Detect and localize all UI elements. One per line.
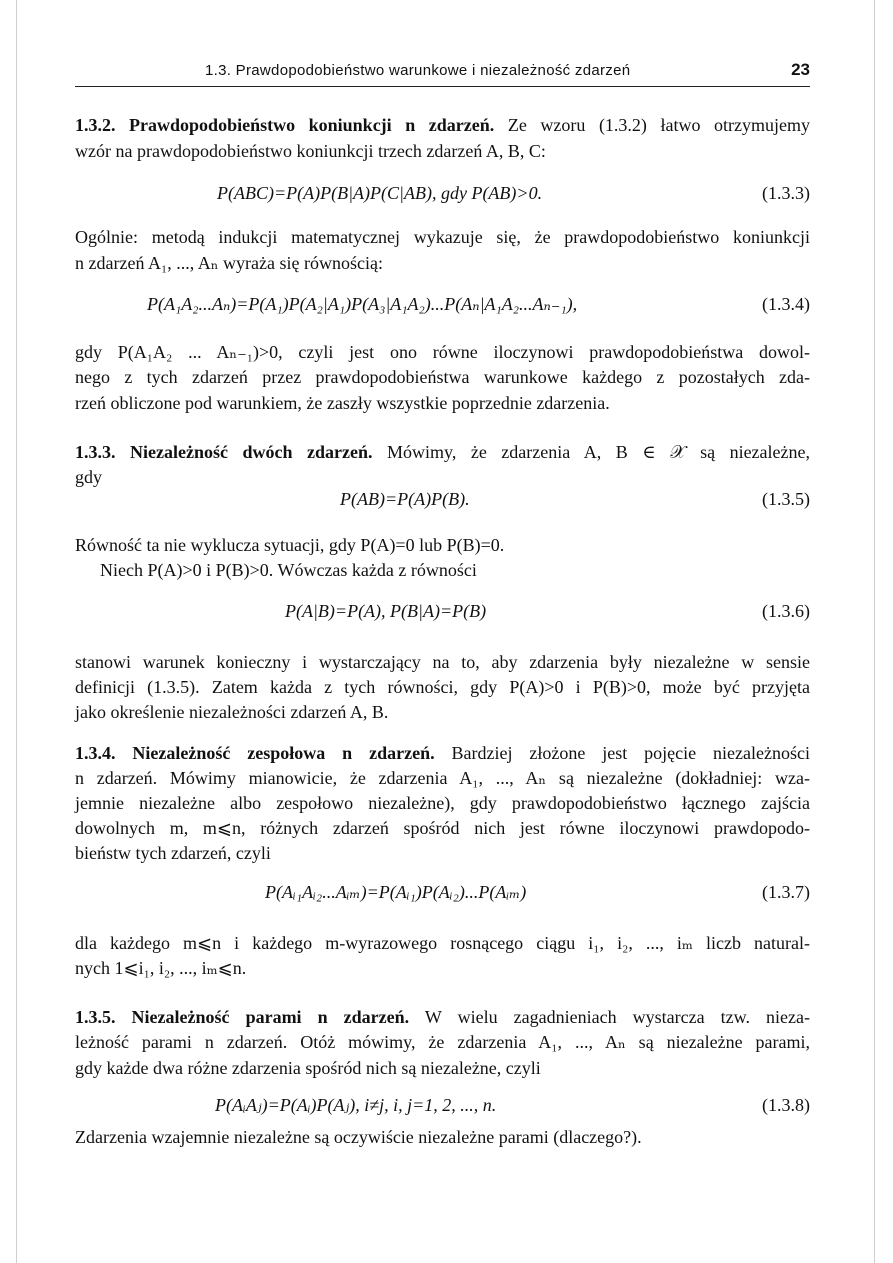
s132-line-4: n zdarzeń A₁, ..., Aₙ wyraża się równością: xyxy=(75,253,383,273)
s133-text-1: Mówimy, że zdarzenia A, B ∈ 𝒳 są niezależne, xyxy=(386,442,811,462)
s134-text-1: Bardziej złożone jest pojęcie niezależności xyxy=(451,743,811,763)
s134-line-3: jemnie niezależne albo zespołowo niezależne), gdy prawdopodobieństwo łącznego zajścia xyxy=(75,793,810,813)
formula: P(AᵢAⱼ)=P(Aᵢ)P(Aⱼ), i≠j, i, j=1, 2, ..., n. xyxy=(215,1095,497,1115)
formula: P(AB)=P(A)P(B). xyxy=(340,489,470,509)
page-edge-left xyxy=(16,0,17,1263)
formula: P(A|B)=P(A), P(B|A)=P(B) xyxy=(285,601,487,621)
s132-line-3: Ogólnie: metodą indukcji matematycznej wykazuje się, że prawdopodobieństwo koniunkcji xyxy=(75,227,810,247)
page-number: 23 xyxy=(791,60,810,79)
equation-number: (1.3.8) xyxy=(762,1095,810,1115)
s134-line-6: dla każdego m⩽n i każdego m-wyrazowego rosnącego ciągu i₁, i₂, ..., iₘ liczb natural- xyxy=(75,933,810,953)
s135-line-3: gdy każde dwa różne zdarzenia spośród nich są niezależne, czyli xyxy=(75,1058,541,1078)
s133-line-5: stanowi warunek konieczny i wystarczający na to, aby zdarzenia były niezależne w sensie xyxy=(75,652,810,672)
equation-number: (1.3.7) xyxy=(762,882,810,902)
s132-text-1: Ze wzoru (1.3.2) łatwo otrzymujemy xyxy=(507,115,811,135)
s134-line-2: n zdarzeń. Mówimy mianowicie, że zdarzenia A₁, ..., Aₙ są niezależne (dokładniej: wza- xyxy=(75,768,810,788)
s132-heading: 1.3.2. Prawdopodobieństwo koniunkcji n zdarzeń. xyxy=(75,115,495,135)
equation-number: (1.3.3) xyxy=(762,183,810,203)
s133-line-4: Niech P(A)>0 i P(B)>0. Wówczas każda z równości xyxy=(100,560,477,580)
s134-line-1 xyxy=(75,741,810,765)
s132-line-2: wzór na prawdopodobieństwo koniunkcji trzech zdarzeń A, B, C: xyxy=(75,141,546,161)
s133-line-3: Równość ta nie wyklucza sytuacji, gdy P(A)=0 lub P(B)=0. xyxy=(75,535,505,555)
s133-line-6: definicji (1.3.5). Zatem każda z tych równości, gdy P(A)>0 i P(B)>0, może być przyjęta xyxy=(75,677,810,697)
s132-line-5: gdy P(A₁A₂ ... Aₙ₋₁)>0, czyli jest ono równe iloczynowi prawdopodobieństwa dowol- xyxy=(75,342,810,362)
equation-number: (1.3.5) xyxy=(762,489,810,509)
s135-text-1: W wielu zagadnieniach wystarcza tzw. nieza- xyxy=(424,1007,810,1027)
s132-line-6: nego z tych zdarzeń przez prawdopodobieństwa warunkowe każdego z pozostałych zda- xyxy=(75,367,810,387)
s134-line-7: nych 1⩽i₁, i₂, ..., iₘ⩽n. xyxy=(75,958,247,978)
s132-line-1 xyxy=(75,113,810,137)
s133-heading: 1.3.3. Niezależność dwóch zdarzeń. xyxy=(75,442,373,462)
s134-line-5: bieństw tych zdarzeń, czyli xyxy=(75,843,271,863)
equation-number: (1.3.4) xyxy=(762,294,810,314)
s135-line-4: Zdarzenia wzajemnie niezależne są oczywiście niezależne parami (dlaczego?). xyxy=(75,1127,642,1147)
s135-line-2: leżność parami n zdarzeń. Otóż mówimy, że zdarzenia A₁, ..., Aₙ są niezależne parami, xyxy=(75,1032,810,1052)
equation-number: (1.3.6) xyxy=(762,601,810,621)
s135-line-1 xyxy=(75,1005,810,1029)
s133-line-7: jako określenie niezależności zdarzeń A, B. xyxy=(75,702,389,722)
running-title: 1.3. Prawdopodobieństwo warunkowe i niezależność zdarzeń xyxy=(205,62,631,79)
formula: P(A₁A₂...Aₙ)=P(A₁)P(A₂|A₁)P(A₃|A₁A₂)...P(Aₙ|A₁A₂...Aₙ₋₁), xyxy=(147,294,578,314)
s135-heading: 1.3.5. Niezależność parami n zdarzeń. xyxy=(75,1007,410,1027)
s133-line-2: gdy xyxy=(75,467,102,487)
formula: P(ABC)=P(A)P(B|A)P(C|AB), gdy P(AB)>0. xyxy=(217,183,543,203)
s134-heading: 1.3.4. Niezależność zespołowa n zdarzeń. xyxy=(75,743,435,763)
s132-line-7: rzeń obliczone pod warunkiem, że zaszły wszystkie poprzednie zdarzenia. xyxy=(75,393,610,413)
formula: P(Aᵢ₁Aᵢ₂...Aᵢₘ)=P(Aᵢ₁)P(Aᵢ₂)...P(Aᵢₘ) xyxy=(265,882,527,902)
page-edge-right xyxy=(874,0,875,1263)
s133-line-1 xyxy=(75,440,810,464)
s134-line-4: dowolnych m, m⩽n, różnych zdarzeń spośród nich jest równe iloczynowi prawdopodo- xyxy=(75,818,810,838)
running-header xyxy=(75,62,810,87)
